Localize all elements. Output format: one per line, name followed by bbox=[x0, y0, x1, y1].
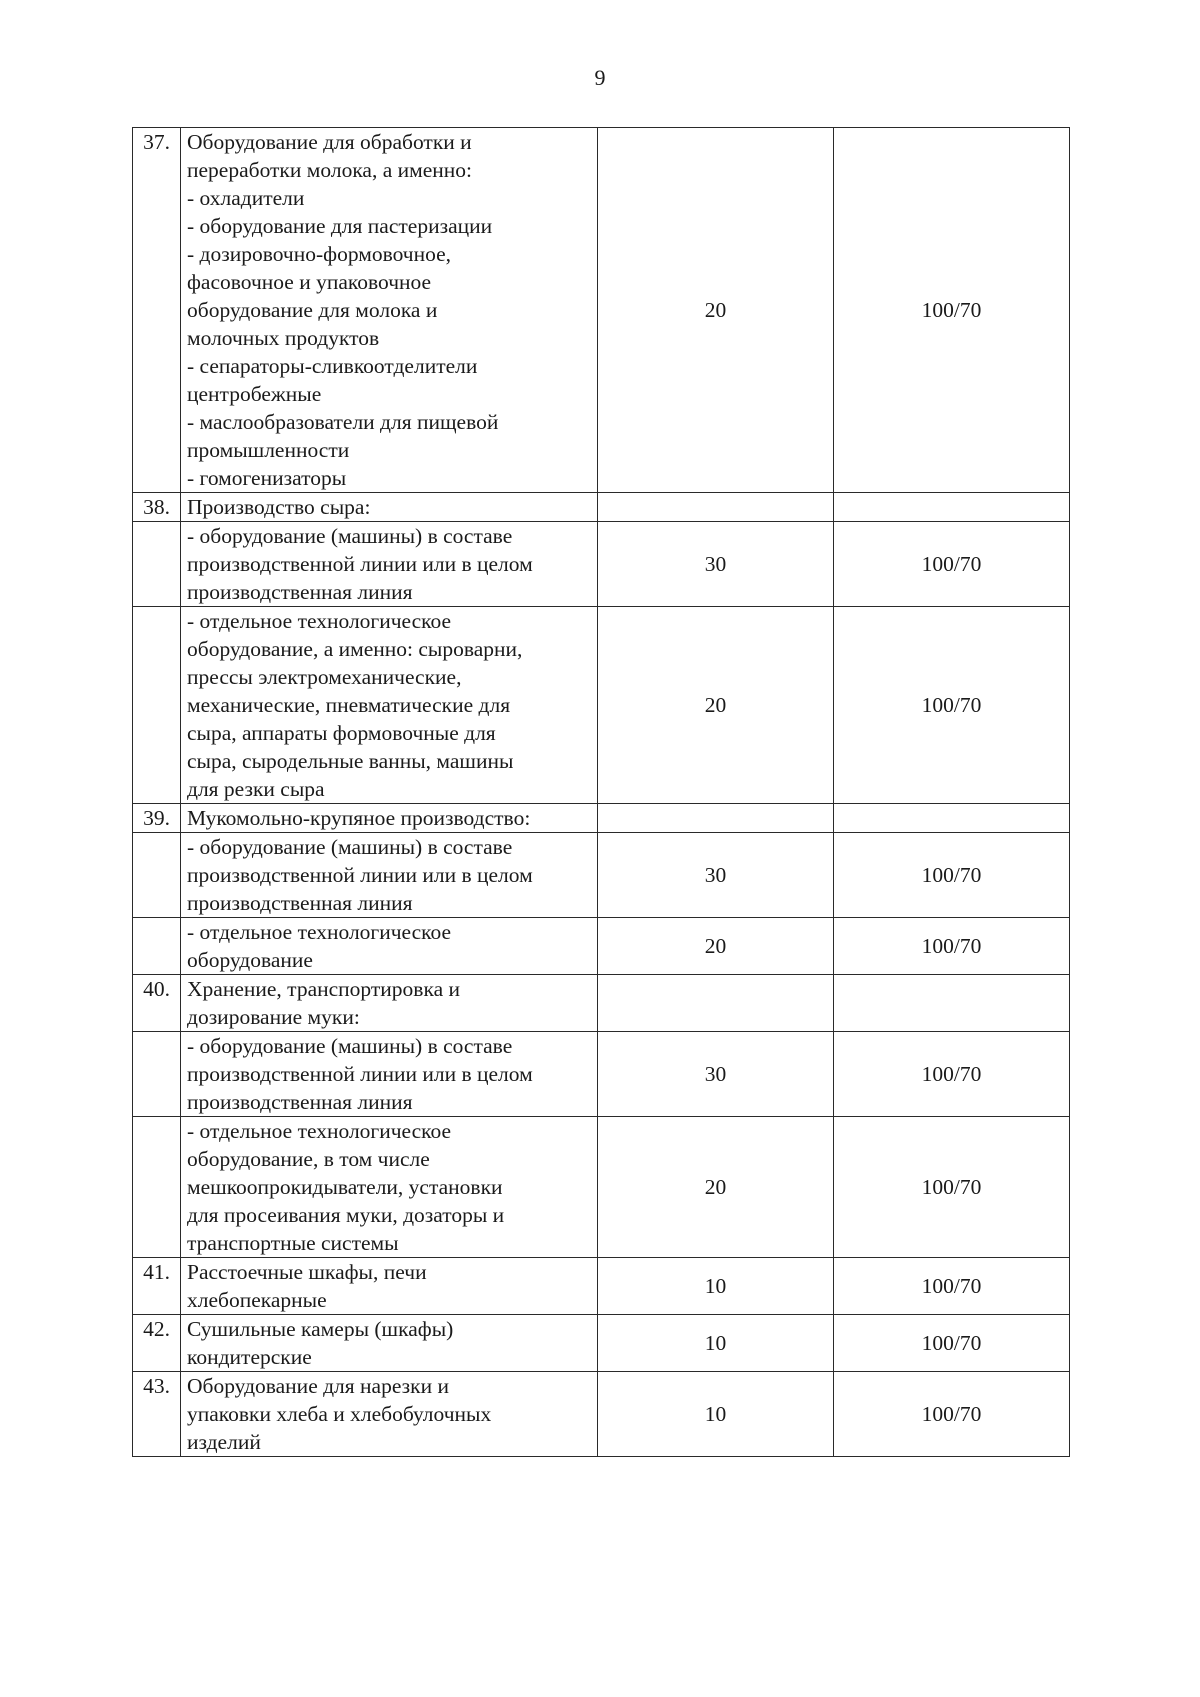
row-number bbox=[133, 1032, 181, 1117]
row-number: 38. bbox=[133, 493, 181, 522]
row-value-1 bbox=[598, 804, 834, 833]
table-row bbox=[133, 522, 1070, 607]
row-value-2: 100/70 bbox=[834, 607, 1070, 804]
table-row bbox=[133, 1032, 1070, 1117]
row-number bbox=[133, 1117, 181, 1258]
row-value-1: 30 bbox=[598, 833, 834, 918]
row-value-2: 100/70 bbox=[834, 128, 1070, 493]
row-description: - оборудование (машины) в составе производственной линии или в целом производственная линия bbox=[181, 522, 598, 607]
table-row bbox=[133, 607, 1070, 804]
equipment-table bbox=[132, 127, 1070, 1457]
table-row bbox=[133, 833, 1070, 918]
table-row bbox=[133, 804, 1070, 833]
row-description: - оборудование (машины) в составе производственной линии или в целом производственная линия bbox=[181, 833, 598, 918]
row-value-1: 20 bbox=[598, 128, 834, 493]
row-description: Сушильные камеры (шкафы) кондитерские bbox=[181, 1315, 598, 1372]
row-description: Мукомольно-крупяное производство: bbox=[181, 804, 598, 833]
row-description: Оборудование для обработки и переработки молока, а именно: - охладители - оборудование для пастеризации - дозировочно-формовочное, фасовочное и упаковочное оборудование для молока и молочных продуктов - сепараторы-сливкоотделители центробежные - маслообразователи для пищевой промышленности - гомогенизаторы bbox=[181, 128, 598, 493]
row-description: - отдельное технологическое оборудование, а именно: сыроварни, прессы электромеханические, механические, пневматические для сыра, аппараты формовочные для сыра, сыродельные ванны, машины для резки сыра bbox=[181, 607, 598, 804]
row-value-1: 30 bbox=[598, 522, 834, 607]
table-row bbox=[133, 1117, 1070, 1258]
row-description: Производство сыра: bbox=[181, 493, 598, 522]
row-value-1: 20 bbox=[598, 1117, 834, 1258]
row-value-2 bbox=[834, 493, 1070, 522]
row-number bbox=[133, 918, 181, 975]
table-row bbox=[133, 1372, 1070, 1457]
row-number bbox=[133, 833, 181, 918]
row-number: 37. bbox=[133, 128, 181, 493]
row-number: 41. bbox=[133, 1258, 181, 1315]
row-value-2: 100/70 bbox=[834, 1117, 1070, 1258]
row-value-2: 100/70 bbox=[834, 1372, 1070, 1457]
row-value-1: 10 bbox=[598, 1315, 834, 1372]
row-value-1: 20 bbox=[598, 918, 834, 975]
row-description: - отдельное технологическое оборудование bbox=[181, 918, 598, 975]
row-value-2: 100/70 bbox=[834, 918, 1070, 975]
row-number: 39. bbox=[133, 804, 181, 833]
row-value-1: 20 bbox=[598, 607, 834, 804]
row-value-2 bbox=[834, 804, 1070, 833]
table-row bbox=[133, 975, 1070, 1032]
table-row bbox=[133, 128, 1070, 493]
row-description: Хранение, транспортировка и дозирование муки: bbox=[181, 975, 598, 1032]
row-description: - оборудование (машины) в составе производственной линии или в целом производственная линия bbox=[181, 1032, 598, 1117]
row-value-2: 100/70 bbox=[834, 1258, 1070, 1315]
row-description: Оборудование для нарезки и упаковки хлеба и хлебобулочных изделий bbox=[181, 1372, 598, 1457]
table-row bbox=[133, 493, 1070, 522]
row-value-1: 10 bbox=[598, 1372, 834, 1457]
row-value-2 bbox=[834, 975, 1070, 1032]
row-value-1 bbox=[598, 975, 834, 1032]
row-value-1 bbox=[598, 493, 834, 522]
table-row bbox=[133, 918, 1070, 975]
row-description: - отдельное технологическое оборудование, в том числе мешкоопрокидыватели, установки для просеивания муки, дозаторы и транспортные системы bbox=[181, 1117, 598, 1258]
row-value-2: 100/70 bbox=[834, 1032, 1070, 1117]
row-number: 42. bbox=[133, 1315, 181, 1372]
table-row bbox=[133, 1258, 1070, 1315]
row-value-2: 100/70 bbox=[834, 833, 1070, 918]
row-value-2: 100/70 bbox=[834, 1315, 1070, 1372]
page-number: 9 bbox=[594, 65, 606, 90]
row-value-1: 10 bbox=[598, 1258, 834, 1315]
row-number bbox=[133, 607, 181, 804]
row-number bbox=[133, 522, 181, 607]
row-description: Расстоечные шкафы, печи хлебопекарные bbox=[181, 1258, 598, 1315]
table-row bbox=[133, 1315, 1070, 1372]
row-value-1: 30 bbox=[598, 1032, 834, 1117]
row-number: 43. bbox=[133, 1372, 181, 1457]
row-value-2: 100/70 bbox=[834, 522, 1070, 607]
row-number: 40. bbox=[133, 975, 181, 1032]
